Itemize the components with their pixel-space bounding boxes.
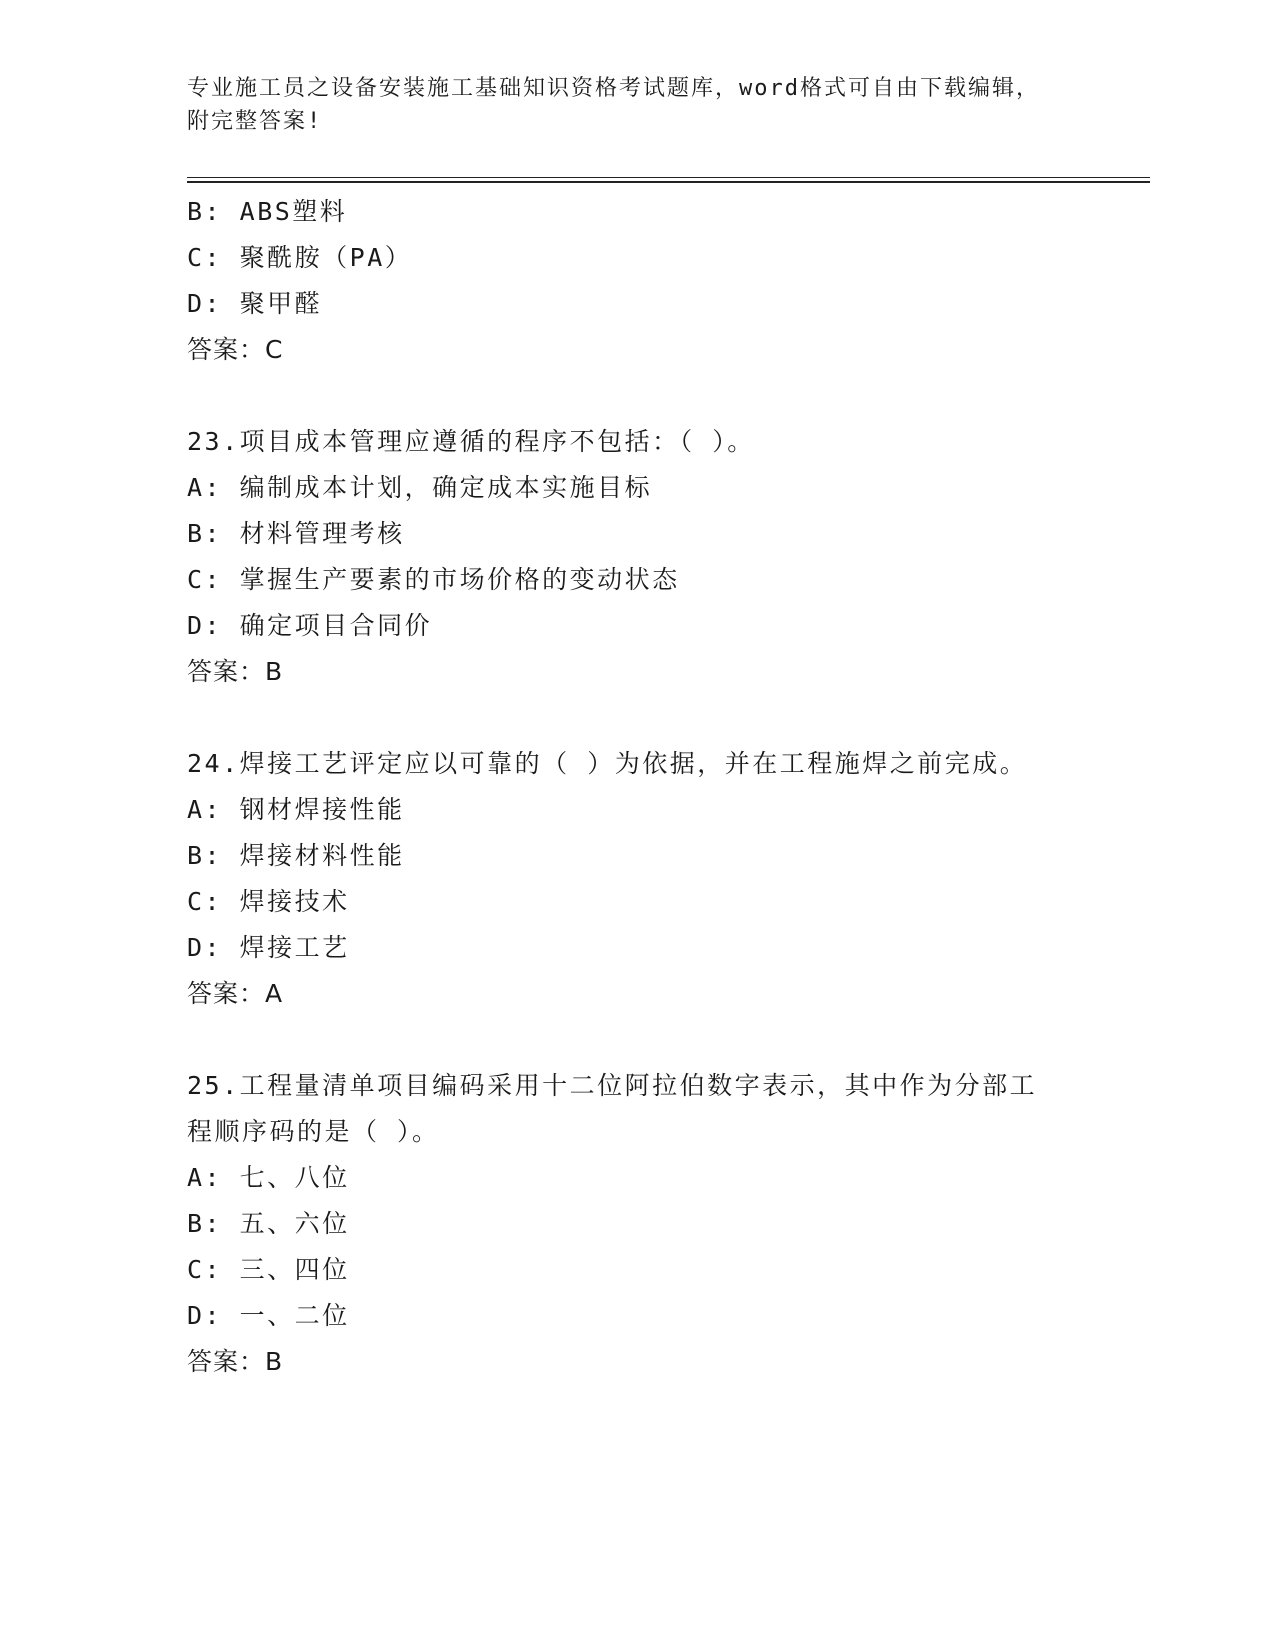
spacer <box>187 1017 1087 1063</box>
question-stem-line-2: 程顺序码的是（ ）。 <box>187 1117 440 1146</box>
option-c: C: 掌握生产要素的市场价格的变动状态 <box>187 565 680 594</box>
option-c: C: 三、四位 <box>187 1255 350 1284</box>
option-b: B: 材料管理考核 <box>187 519 405 548</box>
question-stem: 23.项目成本管理应遵循的程序不包括：（ ）。 <box>187 427 755 456</box>
answer: 答案：C <box>187 335 284 364</box>
header-divider-thin <box>187 177 1150 178</box>
option-a: A: 七、八位 <box>187 1163 350 1192</box>
option-c: C: 焊接技术 <box>187 887 350 916</box>
option-d: D: 焊接工艺 <box>187 933 350 962</box>
question-22-continued <box>187 189 1087 373</box>
question-23 <box>187 419 1087 695</box>
answer: 答案：A <box>187 979 284 1008</box>
question-list <box>187 189 1087 1385</box>
option-d: D: 一、二位 <box>187 1301 350 1330</box>
option-d: D: 聚甲醛 <box>187 289 323 318</box>
option-a: A: 钢材焊接性能 <box>187 795 405 824</box>
answer: 答案：B <box>187 657 284 686</box>
spacer <box>187 373 1087 419</box>
question-25 <box>187 1063 1087 1385</box>
header-line-1: 专业施工员之设备安装施工基础知识资格考试题库，word格式可自由下载编辑， <box>187 76 1040 101</box>
option-a: A: 编制成本计划，确定成本实施目标 <box>187 473 653 502</box>
option-c: C: 聚酰胺（PA） <box>187 243 413 272</box>
question-stem: 24.焊接工艺评定应以可靠的（ ）为依据，并在工程施焊之前完成。 <box>187 749 1028 778</box>
option-b: B: 五、六位 <box>187 1209 350 1238</box>
question-24 <box>187 741 1087 1017</box>
header-divider-thick <box>187 181 1150 183</box>
spacer <box>187 695 1087 741</box>
header-line-2: 附完整答案! <box>187 109 323 134</box>
answer: 答案：B <box>187 1347 284 1376</box>
option-b: B: 焊接材料性能 <box>187 841 405 870</box>
document-header <box>187 72 1087 138</box>
question-stem-line-1: 25.工程量清单项目编码采用十二位阿拉伯数字表示，其中作为分部工 <box>187 1071 1038 1100</box>
option-d: D: 确定项目合同价 <box>187 611 433 640</box>
option-b: B: ABS塑料 <box>187 197 348 226</box>
